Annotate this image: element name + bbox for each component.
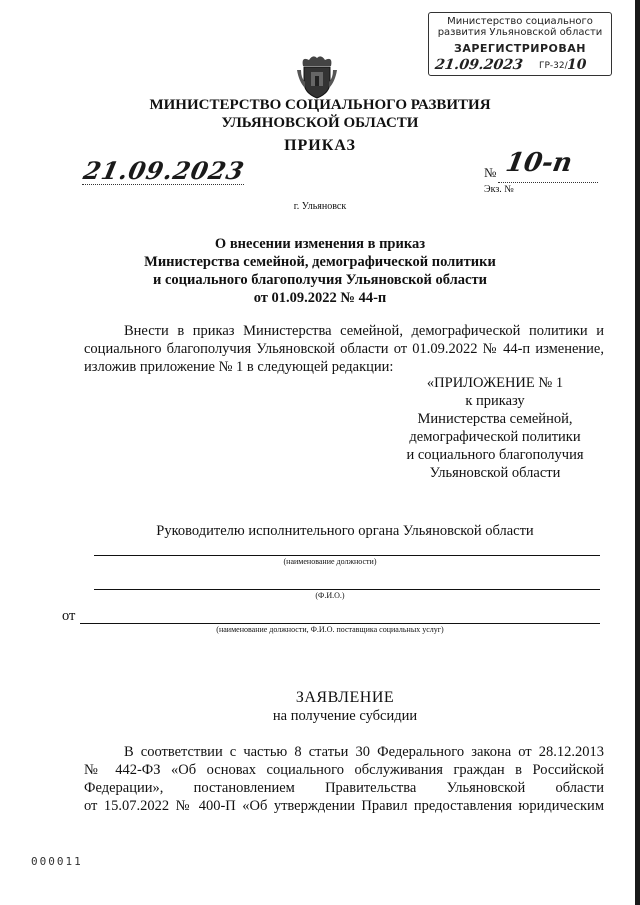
document-type: ПРИКАЗ <box>284 137 356 154</box>
appendix-header: «ПРИЛОЖЕНИЕ № 1 к приказу Министерства семейной, демографической политики и социального благополучия Ульяновской области <box>406 375 584 481</box>
copy-number-label: Экз. № <box>484 184 514 195</box>
fio-line <box>94 589 600 590</box>
number-underline <box>498 182 598 183</box>
position-caption: (наименование должности) <box>283 557 377 566</box>
city: г. Ульяновск <box>293 201 347 212</box>
stamp-reg-number: 10 <box>567 57 587 73</box>
handwritten-number: 10-п <box>503 148 575 178</box>
registration-stamp <box>428 12 612 76</box>
stamp-organization: Министерство социального развития Ульяновской области <box>437 16 603 38</box>
from-label: от <box>62 608 76 624</box>
scan-edge <box>635 0 640 905</box>
application-subtitle: на получение субсидии <box>272 708 418 724</box>
position-line <box>94 555 600 556</box>
from-caption: (наименование должности, Ф.И.О. поставщика социальных услуг) <box>216 625 444 634</box>
page-number: 000011 <box>31 855 83 868</box>
stamp-status: ЗАРЕГИСТРИРОВАН <box>454 42 586 55</box>
handwritten-date: 21.09.2023 <box>80 156 248 185</box>
order-subject: О внесении изменения в приказ Министерства семейной, демографической политики и социального благополучия Ульяновской области от 01.09.2022 № 44-п <box>144 236 496 306</box>
stamp-date: 21.09.2023 <box>433 57 524 73</box>
addressee-heading: Руководителю исполнительного органа Ульяновской области <box>156 523 534 539</box>
number-label: № <box>484 165 497 180</box>
ministry-name-line-2: УЛЬЯНОВСКОЙ ОБЛАСТИ <box>221 115 419 131</box>
date-underline <box>82 184 244 185</box>
order-paragraph: Внести в приказ Министерства семейной, демографической политики и социального благополучия Ульяновской области от 01.09.2022 № 44-п изменение, изложив приложение № 1 в следующей редакции: <box>84 323 604 375</box>
coat-of-arms-icon <box>293 52 341 100</box>
application-title: ЗАЯВЛЕНИЕ <box>295 689 395 706</box>
from-line <box>80 623 600 624</box>
ministry-name-line-1: МИНИСТЕРСТВО СОЦИАЛЬНОГО РАЗВИТИЯ <box>149 97 491 113</box>
application-text: В соответствии с частью 8 статьи 30 Федерального закона от 28.12.2013 № 442-ФЗ «Об основах социального обслуживания граждан в Российской Федерации», постановлением Правительства Ульяновской области от 15.07.2022 № 400-П «Об утверждении Правил предоставления юридическим <box>84 744 604 814</box>
fio-caption: (Ф.И.О.) <box>315 591 345 600</box>
stamp-reg-prefix: ГР-32/ <box>539 61 568 71</box>
